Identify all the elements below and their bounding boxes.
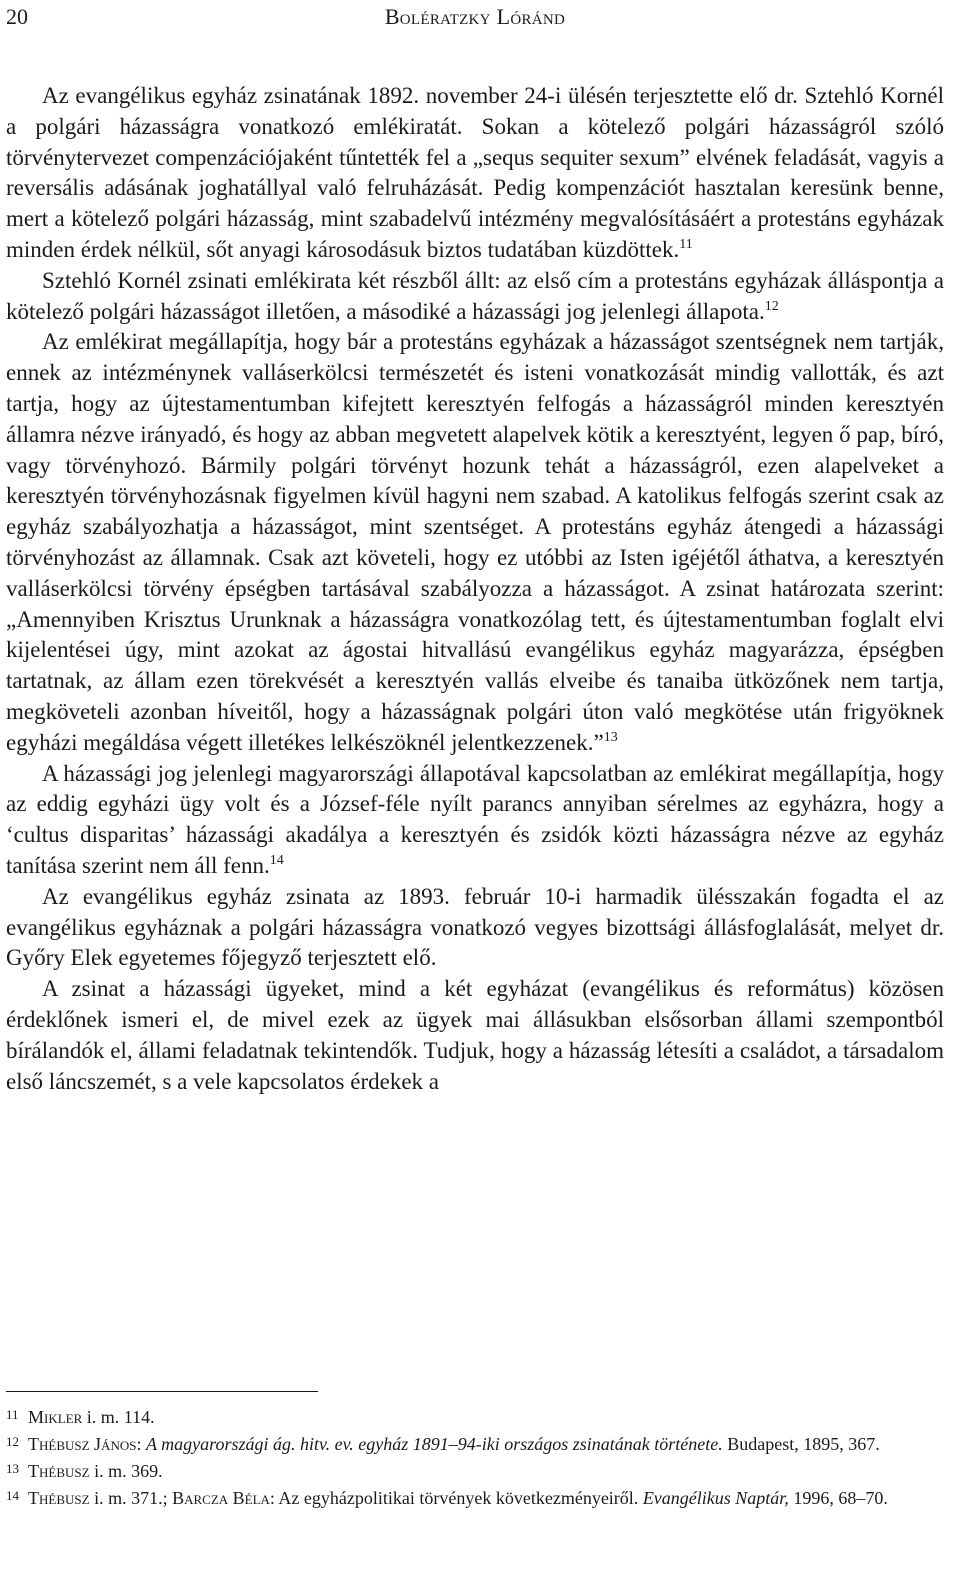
footnote-author: Thébusz János bbox=[28, 1434, 137, 1454]
footnote-ref[interactable]: 13 bbox=[603, 729, 618, 745]
footnote-number: 11 bbox=[6, 1407, 19, 1422]
footnote-text: 1996, 68–70. bbox=[788, 1488, 888, 1508]
paragraph-text: Az emlékirat megállapítja, hogy bár a protestáns egyházak a házasságot szentségnek nem tartják, ennek az intézménynek valláserkölcsi természetét és isteni vonatkozását mindig vallották, és azt tartja, hogy az újtestamentumban kifejtett keresztyén felfogás a házasságról minden keresztyén államra nézve irányadó, és hogy az abban megvetett alapelvek kötik a keresztyént, legyen ő pap, bíró, vagy törvényhozó. Bármily polgári törvényt hozunk tehát a házasságról, ezen alapelveket a keresztyén törvényhozásnak figyelmen kívül hagyni nem szabad. A katolikus felfogás szerint csak az egyház szabályozhatja a házasságot, mint szentséget. A protestáns egyház átengedi a házassági törvényhozást az államnak. Csak azt követeli, hogy ez utóbbi az Isten igéjétől áthatva, a keresztyén valláserkölcsi törvény épségben tartásával szabályozza a házasságot. A zsinat határozata szerint: „Amennyiben Krisztus Urunknak a házasságra vonatkozólag tett, és újtestamentumban foglalt elvi kijelentései úgy, mint azokat az ágostai hitvallású evangélikus egyház magyarázza, épségben tartatnak, az állam ezen törekvését a keresztyén vallás elveibe és tanaiba ütközőnek nem tartja, megköveteli azonban híveitől, hogy a házasságnak polgári úton való megkötése után frigyöknek egyházi megáldása végett illetékes lelkészöknél jelentkezzenek.” bbox=[6, 329, 944, 755]
footnote-author: Thébusz bbox=[28, 1488, 90, 1508]
footnote-ref[interactable]: 12 bbox=[764, 298, 779, 314]
footnote-author: Mikler bbox=[28, 1407, 83, 1427]
footnote-ref[interactable]: 11 bbox=[679, 236, 693, 252]
footnote bbox=[6, 1458, 944, 1485]
footnote-text: : bbox=[136, 1434, 146, 1454]
paragraph-text: Sztehló Kornél zsinati emlékirata két részből állt: az első cím a protestáns egyházak álláspontja a kötelező polgári házasságot illetően, a másodiké a házassági jog jelenlegi állapota. bbox=[6, 267, 944, 324]
paragraph-text: A zsinat a házassági ügyeket, mind a két egyházat (evangélikus és református) közösen érdeklőnek ismeri el, de mivel ezek az ügyek mai állásukban elsősorban állami szempontból bírálandók el, állami feladatnak tekintendők. Tudjuk, hogy a házasság létesíti a családot, a társadalom első láncszemét, s a vele kapcsolatos érdekek a bbox=[6, 976, 944, 1094]
body-text bbox=[6, 81, 944, 1097]
paragraph bbox=[6, 81, 944, 266]
footnote-author: Barcza Béla bbox=[172, 1488, 270, 1508]
footnote-separator bbox=[6, 1391, 318, 1392]
footnote-ref[interactable]: 14 bbox=[269, 852, 284, 868]
page-number: 20 bbox=[6, 4, 28, 29]
paragraph bbox=[6, 974, 944, 1097]
footnote bbox=[6, 1431, 944, 1458]
footnote-text: : Az egyházpolitikai törvények következményeiről. bbox=[269, 1488, 643, 1508]
footnote-text: i. m. 114. bbox=[82, 1407, 155, 1427]
footnote-text: i. m. 369. bbox=[89, 1461, 163, 1481]
paragraph-text: Az evangélikus egyház zsinata az 1893. február 10-i harmadik ülésszakán fogadta el az evangélikus egyháznak a polgári házasságra vonatkozó vegyes bizottsági állásfoglalását, melyet dr. Győry Elek egyetemes főjegyző terjesztett elő. bbox=[6, 883, 944, 971]
paragraph bbox=[6, 759, 944, 882]
footnote bbox=[6, 1404, 944, 1431]
footnote-number: 13 bbox=[6, 1461, 19, 1476]
paragraph bbox=[6, 266, 944, 328]
footnote-text: i. m. 371.; bbox=[89, 1488, 173, 1508]
paragraph-text: A házassági jog jelenlegi magyarországi állapotával kapcsolatban az emlékirat megállapítja, hogy az eddig egyházi ügy volt és a József-féle nyílt parancs annyiban sérelmes az egyházra, hogy a ‘cultus disparitas’ házassági akadálya a keresztyén és zsidók közti házasságra nézve az egyház tanítása szerint nem áll fenn. bbox=[6, 760, 944, 878]
paragraph bbox=[6, 882, 944, 974]
running-title: Bolératzky Lóránd bbox=[384, 4, 566, 29]
footnote-title: A magyarországi ág. hitv. ev. egyház 1891–94-iki országos zsinatának története. bbox=[145, 1434, 723, 1454]
footnote-number: 12 bbox=[6, 1434, 19, 1449]
running-head bbox=[6, 2, 944, 32]
paragraph-text: Az evangélikus egyház zsinatának 1892. november 24-i ülésén terjesztette elő dr. Sztehló Kornél a polgári házasságra vonatkozó emlékiratát. Sokan a kötelező polgári házasságról szóló törvénytervezet compenzációjaként tűntették fel a „sequs sequiter sexum” elvének feladását, vagyis a reversális adásának joghatállyal való felruházását. Pedig kompenzációt hasztalan keresünk benne, mert a kötelező polgári házasság, mint szabadelvű intézmény megvalósításáért a protestáns egyházak minden érdek nélkül, sőt anyagi károsodásuk biztos tudatában küzdöttek. bbox=[6, 83, 944, 262]
footnote-title: Evangélikus Naptár, bbox=[642, 1488, 789, 1508]
book-page bbox=[6, 0, 944, 1596]
paragraph bbox=[6, 327, 944, 758]
footnote-author: Thébusz bbox=[28, 1461, 90, 1481]
footnote bbox=[6, 1485, 944, 1512]
footnotes bbox=[6, 1404, 944, 1512]
footnote-text: Budapest, 1895, 367. bbox=[722, 1434, 880, 1454]
footnote-number: 14 bbox=[6, 1488, 19, 1503]
